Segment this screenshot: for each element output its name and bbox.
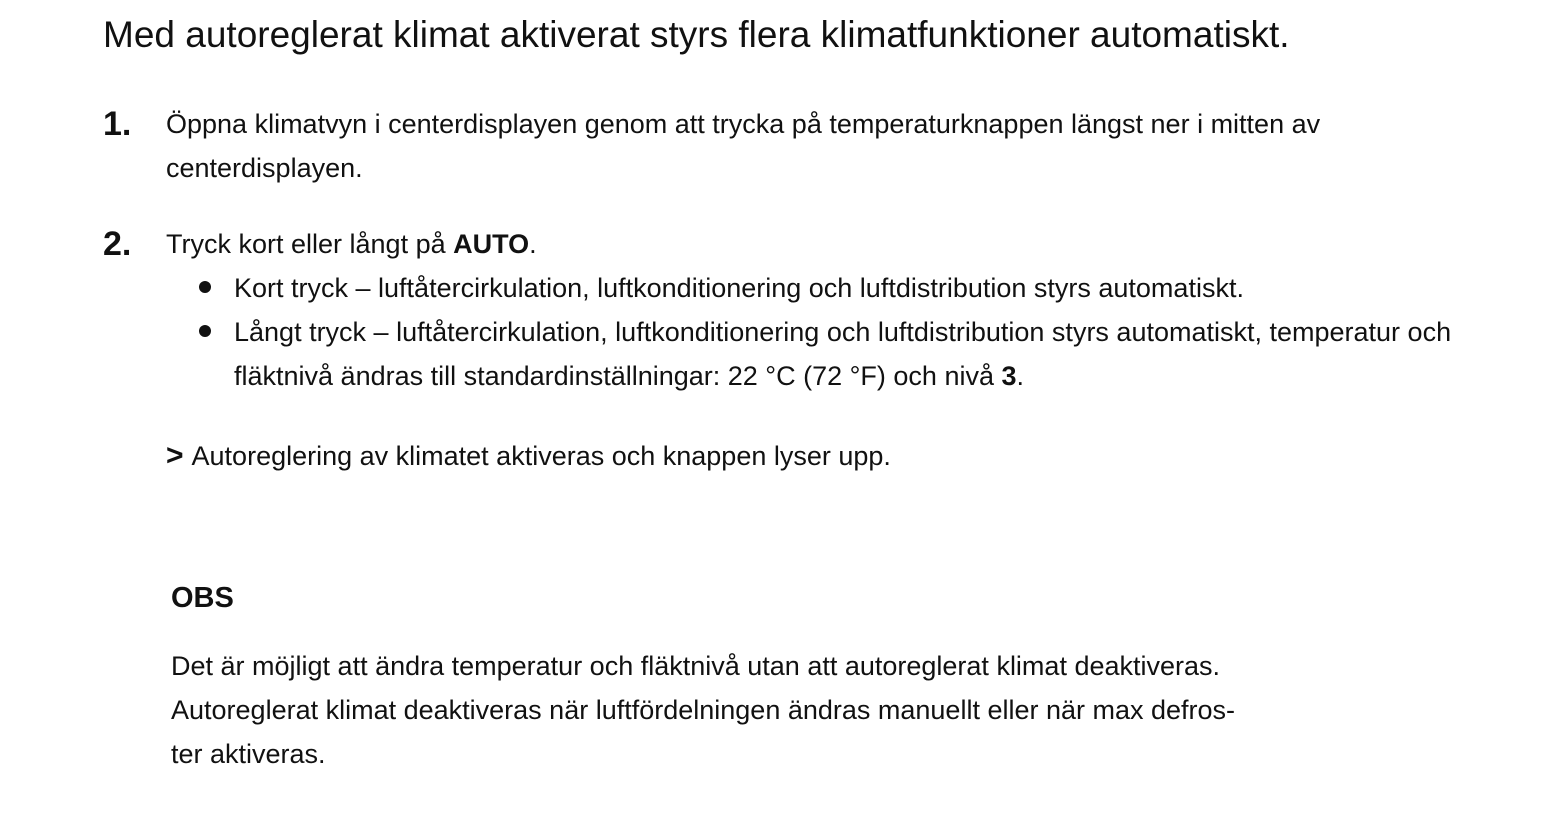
note-text-line-3: ter aktiveras. (171, 739, 326, 769)
bullet-dot-icon (199, 281, 211, 293)
step-2-text-after: . (529, 229, 537, 259)
auto-label: AUTO (453, 229, 530, 259)
bullet-long-press (234, 310, 1484, 398)
step-2-number: 2. (103, 225, 132, 263)
level-value: 3 (1001, 361, 1017, 391)
note-text-line-2: Autoreglerat klimat deaktiveras när luftfördelningen ändras manuellt eller när max defros- (171, 695, 1236, 725)
step-1-number: 1. (103, 105, 132, 143)
result-line (166, 434, 1416, 478)
bullet-long-press-text-after: . (1016, 361, 1025, 391)
note-box (171, 578, 1391, 776)
step-2-bullet-list (234, 266, 1484, 398)
step-1-text: Öppna klimatvyn i centerdisplayen genom att trycka på temperaturknappen längst ner i mitten av centerdisplayen. (166, 109, 1321, 183)
bullet-long-press-text-before: Långt tryck – luftåtercirkulation, luftkonditionering och luftdistribution styrs automatiskt, temperatur och fläktnivå ändras till standardinställningar: 22 °C (72 °F) och nivå (234, 317, 1452, 391)
note-text (171, 644, 1391, 776)
result-text: Autoreglering av klimatet aktiveras och knappen lyser upp. (191, 441, 891, 471)
step-2-text-before: Tryck kort eller långt på (166, 229, 454, 259)
step-2-text (166, 222, 1476, 266)
note-text-line-1: Det är möjligt att ändra temperatur och fläktnivå utan att autoreglerat klimat deaktiveras. (171, 651, 1221, 681)
result-arrow-icon: > (166, 439, 184, 472)
bullet-dot-icon (199, 325, 211, 337)
bullet-short-press (234, 266, 1484, 310)
intro-heading: Med autoreglerat klimat aktiverat styrs flera klimatfunktioner automatiskt. (103, 14, 1290, 55)
note-title: OBS (171, 582, 234, 614)
bullet-short-press-text: Kort tryck – luftåtercirkulation, luftkonditionering och luftdistribution styrs automatiskt. (234, 273, 1244, 303)
